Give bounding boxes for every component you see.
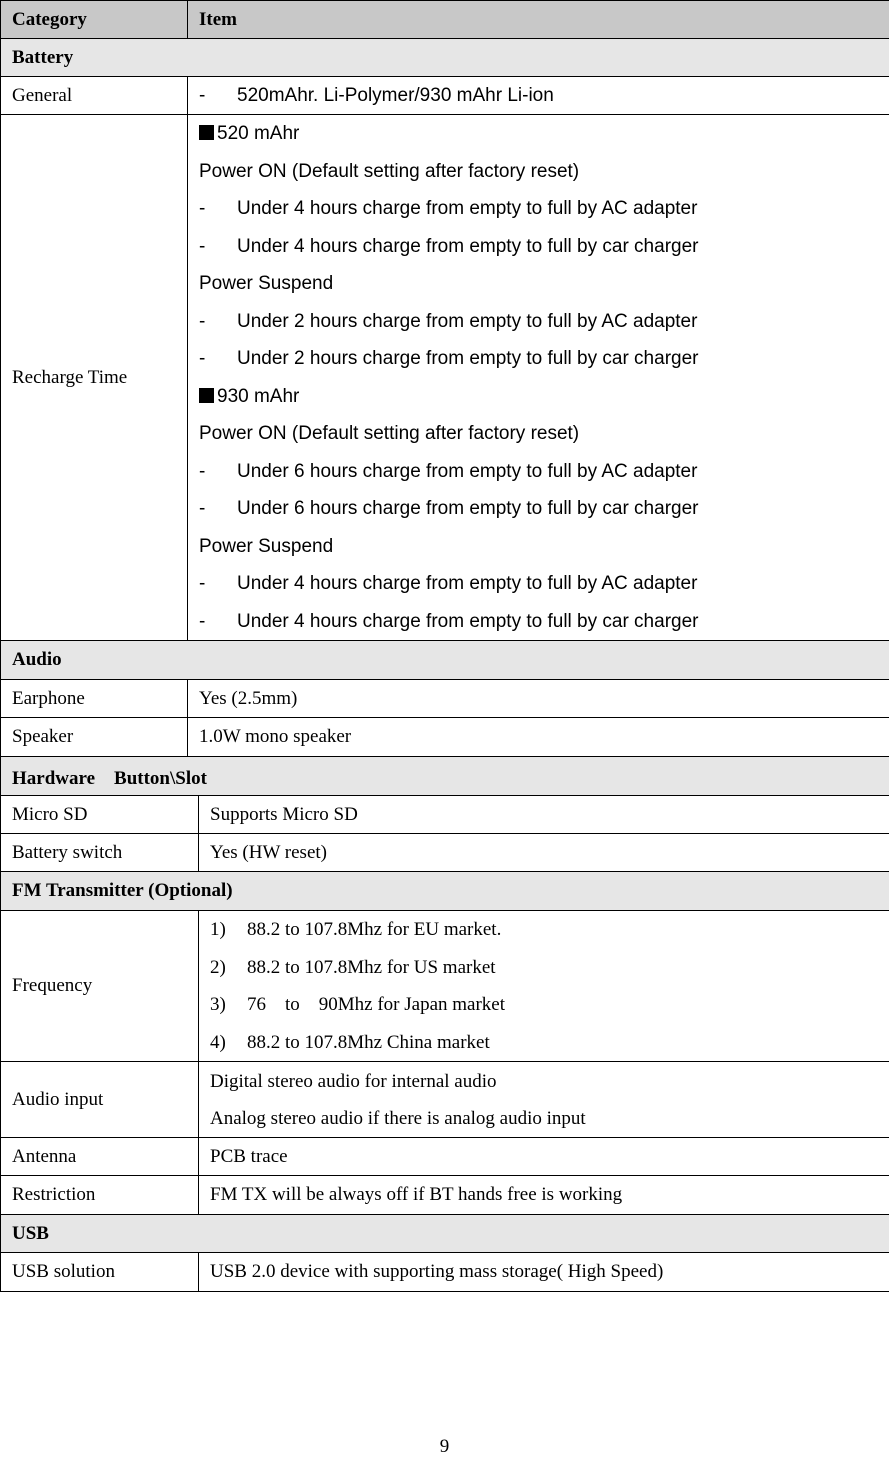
dash-marker: -: [199, 453, 237, 491]
audio-input-lines: [210, 1063, 889, 1137]
table-row-speaker: [1, 718, 889, 757]
table-row-antenna: [1, 1138, 889, 1176]
recharge-line-text: Under 4 hours charge from empty to full by car charger: [237, 236, 698, 257]
section-hardware: Hardware Button\Slot: [1, 757, 889, 796]
recharge-line-text: Under 6 hours charge from empty to full by car charger: [237, 498, 698, 519]
recharge-line-text: Under 2 hours charge from empty to full by car charger: [237, 348, 698, 369]
spec-table-hardware-fm-usb: [0, 756, 889, 1292]
row-label-usb-solution: USB solution: [1, 1253, 199, 1292]
row-value-earphone: Yes (2.5mm): [188, 680, 889, 718]
row-value-usb-solution: USB 2.0 device with supporting mass storage( High Speed): [199, 1253, 889, 1292]
recharge-line-text: Under 2 hours charge from empty to full by AC adapter: [237, 311, 697, 332]
recharge-line: [199, 153, 889, 191]
dash-marker: -: [199, 340, 237, 378]
table-row-usb-solution: [1, 1253, 889, 1292]
row-label-audio-input: Audio input: [1, 1062, 199, 1138]
frequency-item-number: 2): [210, 949, 247, 987]
header-category: Category: [1, 1, 188, 39]
recharge-line: [199, 265, 889, 303]
section-row-battery: [1, 39, 889, 77]
dash-marker: -: [199, 603, 237, 641]
recharge-line: [199, 565, 889, 603]
row-label-antenna: Antenna: [1, 1138, 199, 1176]
recharge-line-text: 930 mAhr: [217, 386, 299, 407]
row-label-recharge-time: Recharge Time: [1, 115, 188, 641]
square-bullet-icon: [199, 125, 214, 140]
row-value-antenna: PCB trace: [199, 1138, 889, 1176]
table-row-restriction: [1, 1176, 889, 1215]
dash-marker: -: [199, 228, 237, 266]
row-label-speaker: Speaker: [1, 718, 188, 757]
frequency-lines: [210, 911, 889, 1061]
recharge-line: [199, 378, 889, 416]
row-value-microsd: Supports Micro SD: [199, 796, 889, 834]
recharge-line-text: Under 4 hours charge from empty to full by AC adapter: [237, 573, 697, 594]
table-row-microsd: [1, 796, 889, 834]
recharge-line-text: 520 mAhr: [217, 123, 299, 144]
frequency-item-number: 1): [210, 911, 247, 949]
frequency-item: [210, 911, 889, 949]
table-row-frequency: [1, 911, 889, 1062]
row-label-general: General: [1, 77, 188, 115]
recharge-line: [199, 303, 889, 341]
frequency-item-text: 76 to 90Mhz for Japan market: [247, 994, 505, 1015]
row-label-earphone: Earphone: [1, 680, 188, 718]
dash-marker: -: [199, 565, 237, 603]
row-value-battery-switch: Yes (HW reset): [199, 834, 889, 872]
table-row-recharge-time: [1, 115, 889, 641]
table-row-earphone: [1, 680, 889, 718]
frequency-item-text: 88.2 to 107.8Mhz for EU market.: [247, 919, 501, 940]
recharge-line: [199, 415, 889, 453]
recharge-line-text: Power Suspend: [199, 273, 333, 294]
frequency-item-text: 88.2 to 107.8Mhz China market: [247, 1032, 490, 1053]
row-value-restriction: FM TX will be always off if BT hands free is working: [199, 1176, 889, 1215]
frequency-item: [210, 986, 889, 1024]
row-label-frequency: Frequency: [1, 911, 199, 1062]
frequency-item-text: 88.2 to 107.8Mhz for US market: [247, 957, 496, 978]
frequency-item-number: 4): [210, 1024, 247, 1062]
recharge-line: [199, 190, 889, 228]
table-row-audio-input: [1, 1062, 889, 1138]
recharge-line-text: Under 6 hours charge from empty to full by AC adapter: [237, 461, 697, 482]
dash-marker: -: [199, 303, 237, 341]
table-row-general: [1, 77, 889, 115]
general-value: 520mAhr. Li-Polymer/930 mAhr Li-ion: [237, 85, 554, 106]
row-value-frequency: [199, 911, 889, 1062]
recharge-line-text: Under 4 hours charge from empty to full by AC adapter: [237, 198, 697, 219]
section-audio: Audio: [1, 641, 889, 680]
dash-marker: -: [199, 490, 237, 528]
audio-input-line: Digital stereo audio for internal audio: [210, 1063, 889, 1100]
section-usb: USB: [1, 1215, 889, 1253]
section-row-usb: [1, 1215, 889, 1253]
recharge-lines: [199, 115, 889, 640]
section-row-audio: [1, 641, 889, 680]
recharge-line-text: Under 4 hours charge from empty to full by car charger: [237, 611, 698, 632]
audio-input-line: Analog stereo audio if there is analog audio input: [210, 1100, 889, 1137]
recharge-line: [199, 228, 889, 266]
section-battery: Battery: [1, 39, 889, 77]
section-row-fm: [1, 872, 889, 911]
section-fm: FM Transmitter (Optional): [1, 872, 889, 911]
row-label-microsd: Micro SD: [1, 796, 199, 834]
recharge-line-text: Power ON (Default setting after factory reset): [199, 423, 579, 444]
dash-marker: -: [199, 85, 237, 107]
table-header-row: [1, 1, 889, 39]
frequency-item: [210, 1024, 889, 1062]
dash-marker: -: [199, 190, 237, 228]
recharge-line-text: Power ON (Default setting after factory reset): [199, 161, 579, 182]
row-value-speaker: 1.0W mono speaker: [188, 718, 889, 757]
recharge-line: [199, 490, 889, 528]
frequency-item-number: 3): [210, 986, 247, 1024]
row-value-recharge-time: [188, 115, 889, 641]
row-value-audio-input: [199, 1062, 889, 1138]
recharge-line: [199, 115, 889, 153]
row-label-battery-switch: Battery switch: [1, 834, 199, 872]
page-number: 9: [0, 1436, 889, 1458]
frequency-item: [210, 949, 889, 987]
row-label-restriction: Restriction: [1, 1176, 199, 1215]
section-row-hardware: [1, 757, 889, 796]
recharge-line: [199, 340, 889, 378]
recharge-line: [199, 603, 889, 641]
header-item: Item: [188, 1, 889, 39]
recharge-line: [199, 453, 889, 491]
square-bullet-icon: [199, 388, 214, 403]
row-value-general: [188, 77, 889, 115]
recharge-line: [199, 528, 889, 566]
recharge-line-text: Power Suspend: [199, 536, 333, 557]
table-row-battery-switch: [1, 834, 889, 872]
